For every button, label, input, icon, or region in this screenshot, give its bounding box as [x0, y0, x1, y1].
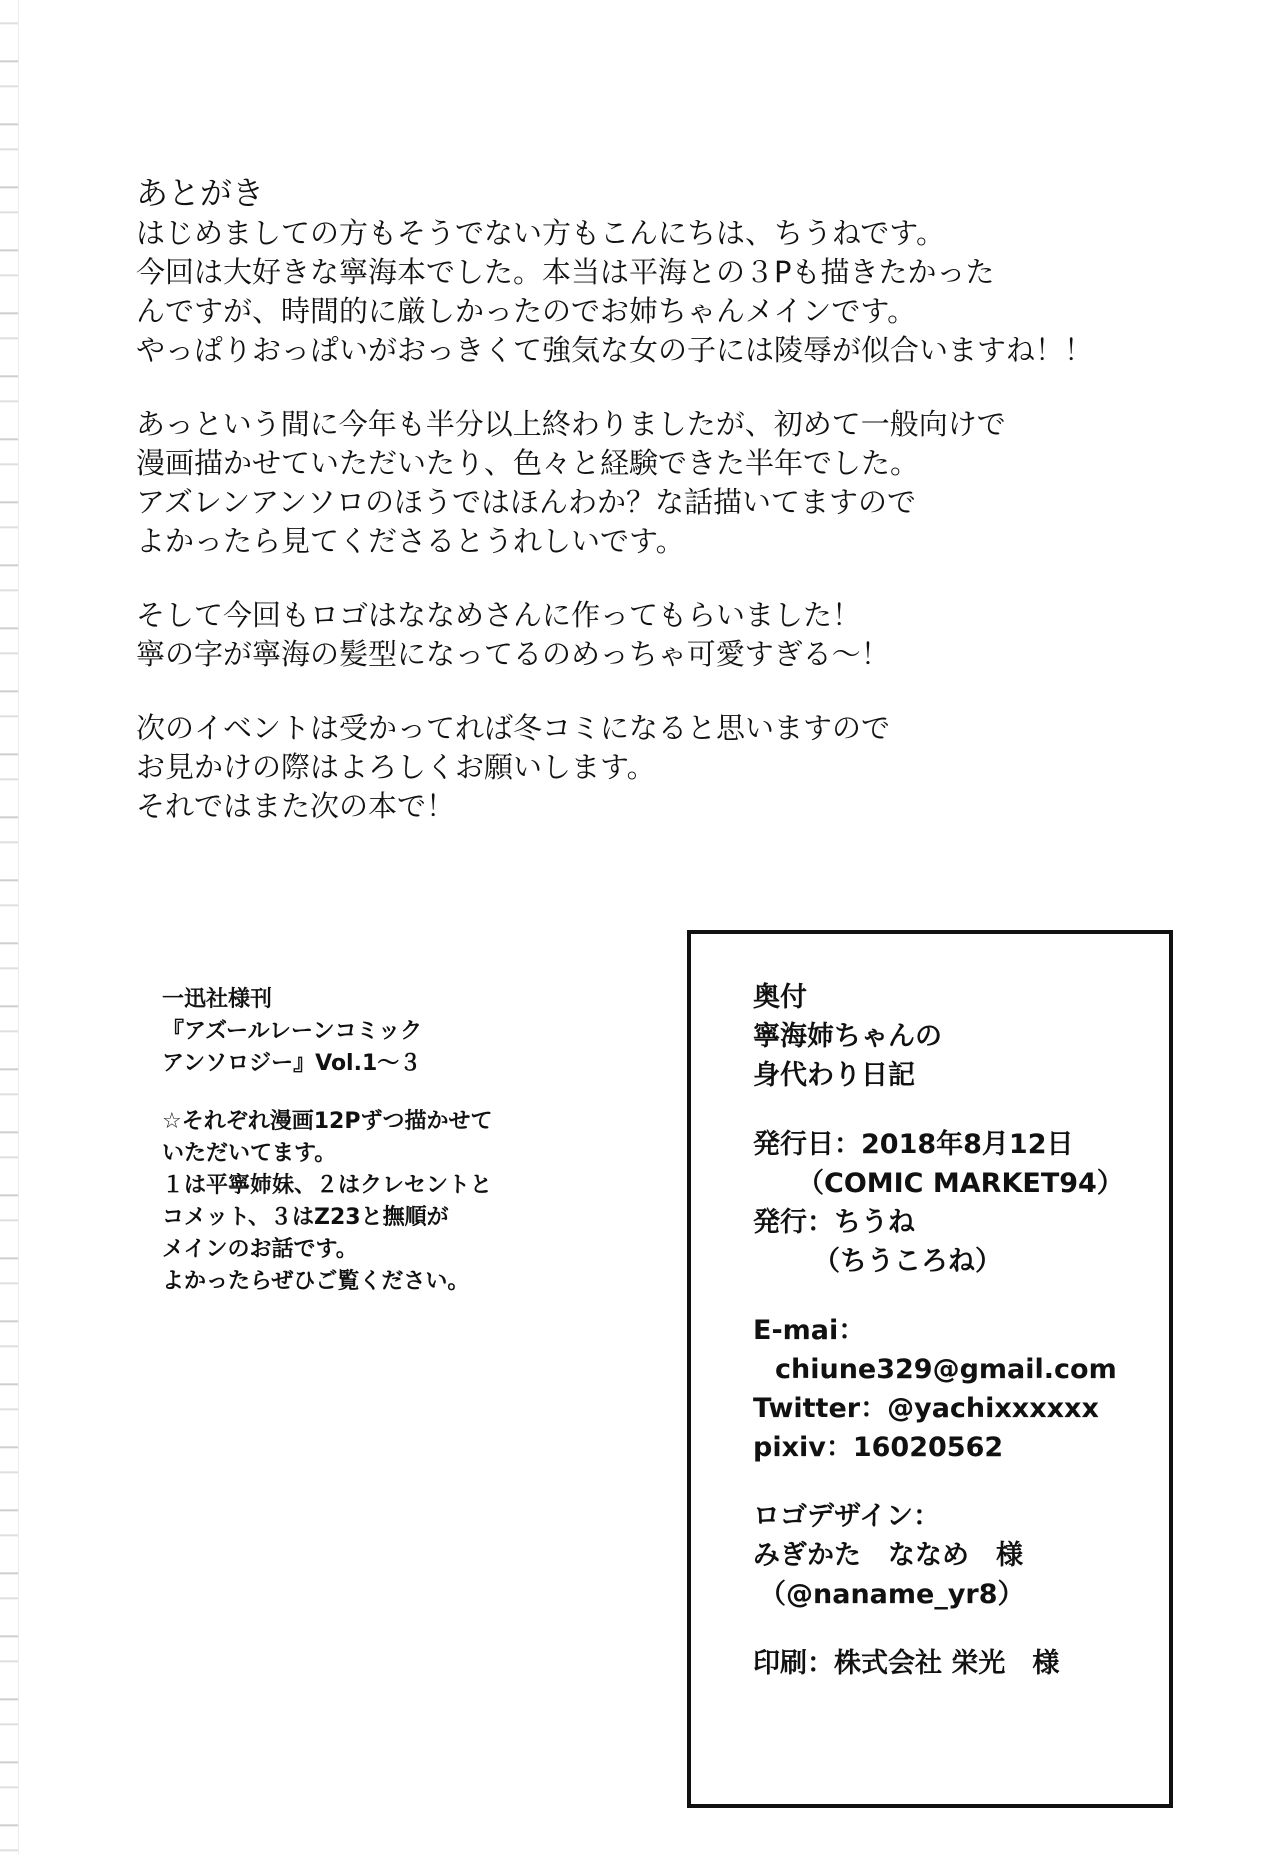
afterword-line: それではまた次の本で！	[136, 789, 456, 823]
afterword-line: お見かけの際はよろしくお願いします。	[136, 750, 656, 784]
spacer	[753, 1467, 1169, 1497]
email-address: chiune329@gmail.com	[775, 1354, 1117, 1385]
afterword-title: あとがき	[136, 174, 265, 212]
anthology-body-line: コメット、３はZ23と撫順が	[162, 1205, 449, 1230]
afterword-line: 次のイベントは受かってれば冬コミになると思いますので	[136, 711, 891, 745]
colophon-box	[687, 930, 1173, 1808]
event-name: （COMIC MARKET94）	[797, 1168, 1124, 1199]
afterword-section	[136, 172, 1246, 861]
afterword-paragraph-1	[136, 214, 1246, 370]
afterword-line: あっという間に今年も半分以上終わりましたが、初めて一般向けで	[136, 407, 1006, 441]
afterword-line: アズレンアンソロのほうではほんわか？な話描いてますので	[136, 485, 916, 519]
twitter-handle: Twitter：@yachixxxxxx	[753, 1393, 1099, 1424]
spacer	[753, 1614, 1169, 1644]
logo-design-label: ロゴデザイン：	[753, 1501, 941, 1532]
afterword-paragraph-4	[136, 709, 1246, 826]
anthology-body-line: よかったらぜひご覧ください。	[162, 1269, 470, 1294]
book-title-line: 身代わり日記	[753, 1060, 915, 1091]
issue-date: 発行日：2018年8月12日	[753, 1129, 1074, 1160]
afterword-line: はじめましての方もそうでない方もこんにちは、ちうねです。	[136, 216, 945, 250]
anthology-heading-line: 『アズールレーンコミック	[162, 1019, 423, 1044]
logo-designer: みぎかた ななめ 様	[753, 1540, 1023, 1571]
anthology-body-line: メインのお話です。	[162, 1237, 358, 1262]
page-binding-edge	[0, 0, 19, 1854]
anthology-note	[162, 984, 582, 1298]
spacer	[753, 1281, 1169, 1311]
anthology-body-line: １は平寧姉妹、２はクレセントと	[162, 1173, 493, 1198]
spacer	[753, 1095, 1169, 1125]
afterword-paragraph-3	[136, 596, 1246, 674]
afterword-line: 漫画描かせていただいたり、色々と経験できた半年でした。	[136, 446, 920, 480]
anthology-heading-line: 一迅社様刊	[162, 987, 273, 1012]
circle-name: （ちうころね）	[813, 1246, 1002, 1277]
spacer	[162, 1080, 582, 1106]
anthology-heading-line: アンソロジー』Vol.1～３	[162, 1051, 422, 1076]
colophon-label: 奥付	[753, 982, 807, 1013]
afterword-line: 今回は大好きな寧海本でした。本当は平海との３Pも描きたかった	[136, 255, 995, 289]
pixiv-id: pixiv：16020562	[753, 1432, 1004, 1463]
afterword-line: よかったら見てくださるとうれしいです。	[136, 524, 685, 558]
email-label: E-mai：	[753, 1315, 866, 1346]
anthology-body-line: いただいてます。	[162, 1141, 337, 1166]
publisher: 発行：ちうね	[753, 1207, 915, 1238]
logo-designer-handle: （@naname_yr8）	[759, 1579, 1025, 1610]
afterword-line: んですが、時間的に厳しかったのでお姉ちゃんメインです。	[136, 294, 917, 328]
anthology-body-line: ☆それぞれ漫画12Pずつ描かせて	[162, 1109, 493, 1134]
printer: 印刷：株式会社 栄光 様	[753, 1648, 1060, 1679]
afterword-line: 寧の字が寧海の髪型になってるのめっちゃ可愛すぎる～！	[136, 637, 890, 671]
book-title-line: 寧海姉ちゃんの	[753, 1021, 942, 1052]
afterword-paragraph-2	[136, 405, 1246, 561]
afterword-line: そして今回もロゴはななめさんに作ってもらいました！	[136, 598, 862, 632]
afterword-line: やっぱりおっぱいがおっきくて強気な女の子には陵辱が似合いますね！！	[136, 333, 1094, 367]
